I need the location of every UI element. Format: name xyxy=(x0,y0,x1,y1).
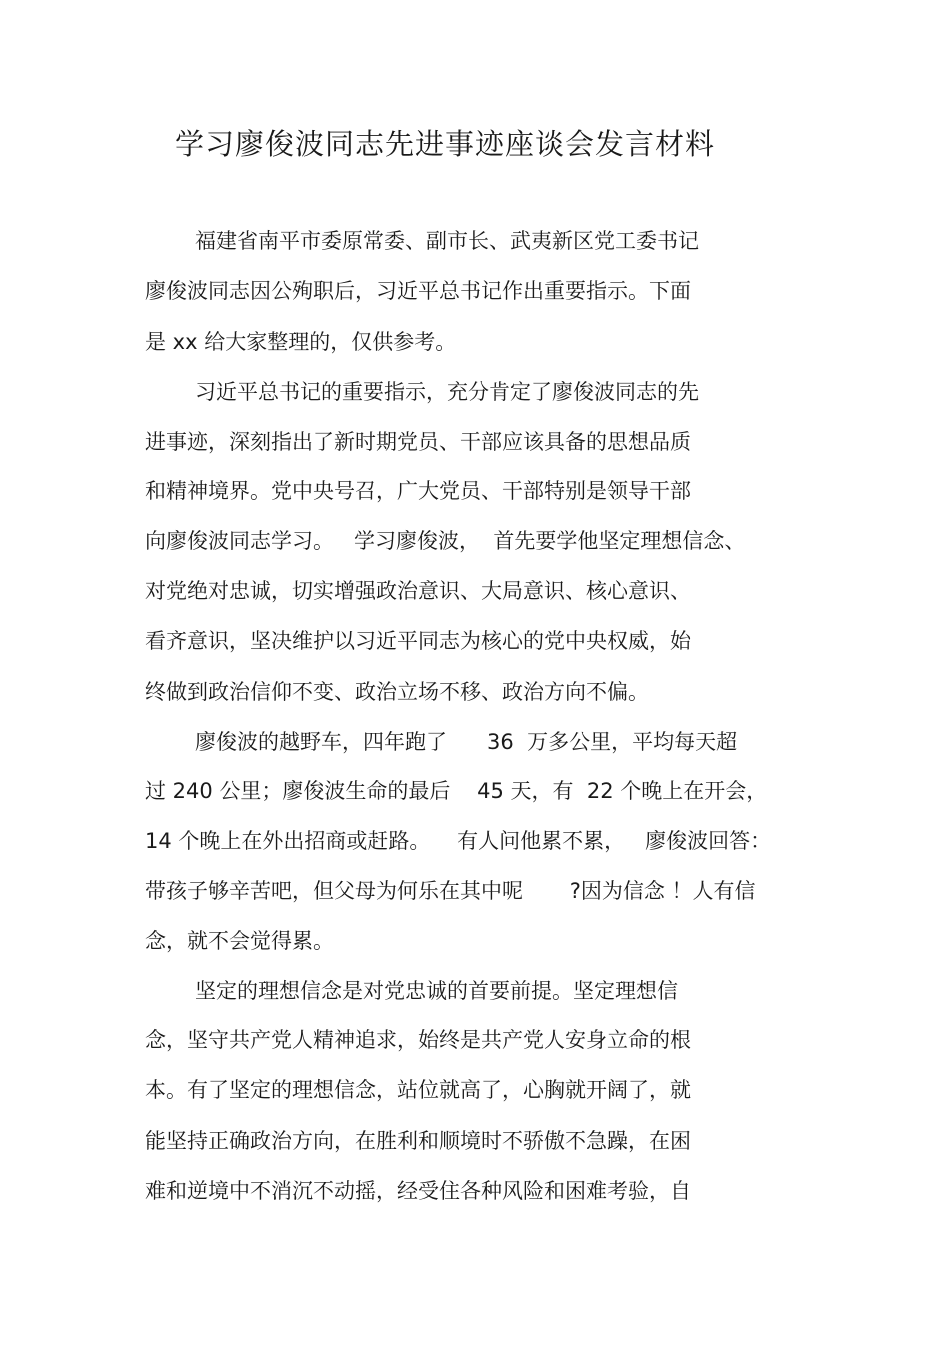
paragraph-line: 念，坚守共产党人精神追求，始终是共产党人安身立命的根 xyxy=(145,1028,691,1052)
paragraph-line: 过 240 公里；廖俊波生命的最后 45 天，有 22 个晚上在开会， xyxy=(145,779,768,803)
document-title: 学习廖俊波同志先进事迹座谈会发言材料 xyxy=(174,127,715,161)
paragraph-line: 进事迹，深刻指出了新时期党员、干部应该具备的思想品质 xyxy=(145,430,691,454)
paragraph-line: 念，就不会觉得累。 xyxy=(145,929,334,953)
paragraph-line: 廖俊波的越野车，四年跑了 36 万多公里，平均每天超 xyxy=(195,730,738,754)
paragraph-line: 14 个晚上在外出招商或赶路。 有人问他累不累， 廖俊波回答： xyxy=(145,829,772,853)
paragraph-line: 廖俊波同志因公殉职后，习近平总书记作出重要指示。下面 xyxy=(145,279,691,303)
paragraph-line: 看齐意识，坚决维护以习近平同志为核心的党中央权威，始 xyxy=(145,629,691,653)
paragraph-line: 是 xx 给大家整理的，仅供参考。 xyxy=(145,330,457,354)
paragraph-line: 和精神境界。党中央号召，广大党员、干部特别是领导干部 xyxy=(145,479,691,503)
paragraph-line: 坚定的理想信念是对党忠诚的首要前提。坚定理想信 xyxy=(195,979,678,1003)
paragraph-line: 带孩子够辛苦吧，但父母为何乐在其中呢 ?因为信念 ！人有信 xyxy=(145,879,756,903)
paragraph-line: 习近平总书记的重要指示，充分肯定了廖俊波同志的先 xyxy=(195,380,699,404)
paragraph-line: 能坚持正确政治方向，在胜利和顺境时不骄傲不急躁，在困 xyxy=(145,1129,691,1153)
paragraph-line: 终做到政治信仰不变、政治立场不移、政治方向不偏。 xyxy=(145,680,649,704)
paragraph-line: 难和逆境中不消沉不动摇，经受住各种风险和困难考验，自 xyxy=(145,1179,691,1203)
paragraph-line: 本。有了坚定的理想信念，站位就高了，心胸就开阔了，就 xyxy=(145,1078,691,1102)
paragraph-line: 向廖俊波同志学习。 学习廖俊波， 首先要学他坚定理想信念、 xyxy=(145,529,746,553)
paragraph-line: 对党绝对忠诚，切实增强政治意识、大局意识、核心意识、 xyxy=(145,579,691,603)
paragraph-line: 福建省南平市委原常委、副市长、武夷新区党工委书记 xyxy=(195,229,699,253)
